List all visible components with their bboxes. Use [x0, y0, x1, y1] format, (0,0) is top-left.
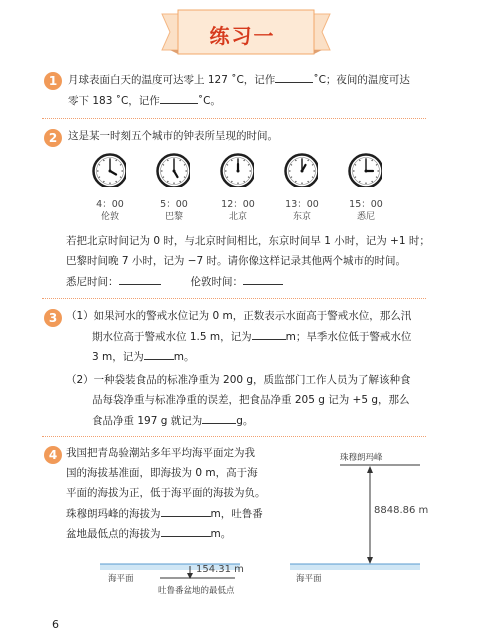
q3-part1-text-a: 期水位高于警戒水位 1.5 m，记为: [92, 331, 252, 343]
everest-height-label: 8848.86 m: [374, 505, 429, 516]
q4-text-d: m。: [210, 528, 232, 540]
q1-text-a: 月球表面白天的温度可达零上 127 ˚C，记作: [68, 74, 276, 86]
clock-city-label: 东京: [292, 212, 311, 222]
q4-line-3: 平面的海拔为正，低于海平面的海拔为负。: [66, 487, 266, 499]
clock-city-label: 北京: [228, 212, 247, 222]
q1-text-d: ˚C。: [197, 95, 221, 107]
page-title: 练习一: [209, 24, 276, 48]
sea-level-label-left: 海平面: [108, 574, 134, 584]
q4-line-2: 国的海拔基准面，即海拔为 0 m，高于海: [66, 467, 258, 479]
q4-text-a: 珠穆朗玛峰的海拔为: [66, 508, 161, 520]
clock-city-label: 巴黎: [164, 212, 183, 222]
q2-paragraph-1: 若把北京时间记为 0 时，与北京时间相比，东京时间早 1 小时，记为 +1 时；: [66, 235, 430, 247]
q3-part1-text-d: m。: [173, 351, 195, 363]
london-time-label: 伦敦时间：: [190, 276, 243, 288]
question-number-badge: 3: [44, 309, 62, 327]
q3-part1-text-b: m；旱季水位低于警戒水位: [285, 331, 412, 343]
q1-text-b: ˚C；夜间的温度可达: [313, 74, 410, 86]
sydney-time-label: 悉尼时间：: [66, 276, 119, 288]
q3-part1-line-1: （1）如果河水的警戒水位记为 0 m，正数表示水面高于警戒水位，那么汛: [66, 310, 412, 322]
q3-part2-text-b: g。: [236, 415, 254, 427]
question-number-badge: 1: [44, 72, 62, 90]
clock-time-label: 15：00: [349, 199, 383, 210]
page-number: 6: [52, 618, 59, 631]
q3-part2-line-1: （2）一种袋装食品的标准净重为 200 g，质监部门工作人员为了解该种食: [66, 374, 411, 386]
q3-part1-text-c: 3 m，记为: [92, 351, 144, 363]
question-number-badge: 2: [44, 129, 62, 147]
clock-time-label: 4：00: [96, 199, 124, 210]
clock-time-label: 13：00: [285, 199, 319, 210]
q4-line-1: 我国把青岛验潮站多年平均海平面定为我: [66, 447, 255, 459]
clock-time-label: 12：00: [221, 199, 255, 210]
sea-level-label-right: 海平面: [296, 574, 322, 584]
everest-label: 珠穆朗玛峰: [340, 453, 383, 463]
q2-paragraph-2: 巴黎时间晚 7 小时，记为 −7 时。请你像这样记录其他两个城市的时间。: [66, 255, 407, 267]
q2-intro: 这是某一时刻五个城市的钟表所呈现的时间。: [68, 130, 278, 142]
clock-time-label: 5：00: [160, 199, 188, 210]
question-number-badge: 4: [44, 446, 62, 464]
turpan-depth-label: 154.31 m: [196, 564, 244, 575]
turpan-lowest-point-label: 吐鲁番盆地的最低点: [158, 586, 235, 596]
q1-text-c: 零下 183 ˚C，记作: [68, 95, 160, 107]
q3-part2-line-2: 品每袋净重与标准净重的误差，把食品净重 205 g 记为 +5 g，那么: [92, 394, 410, 406]
q4-text-b: m，吐鲁番: [210, 508, 263, 520]
clock-city-label: 伦敦: [100, 212, 119, 222]
q3-part2-text-a: 食品净重 197 g 就记为: [92, 415, 203, 427]
clock-city-label: 悉尼: [356, 212, 375, 222]
q4-text-c: 盆地最低点的海拔为: [66, 528, 161, 540]
